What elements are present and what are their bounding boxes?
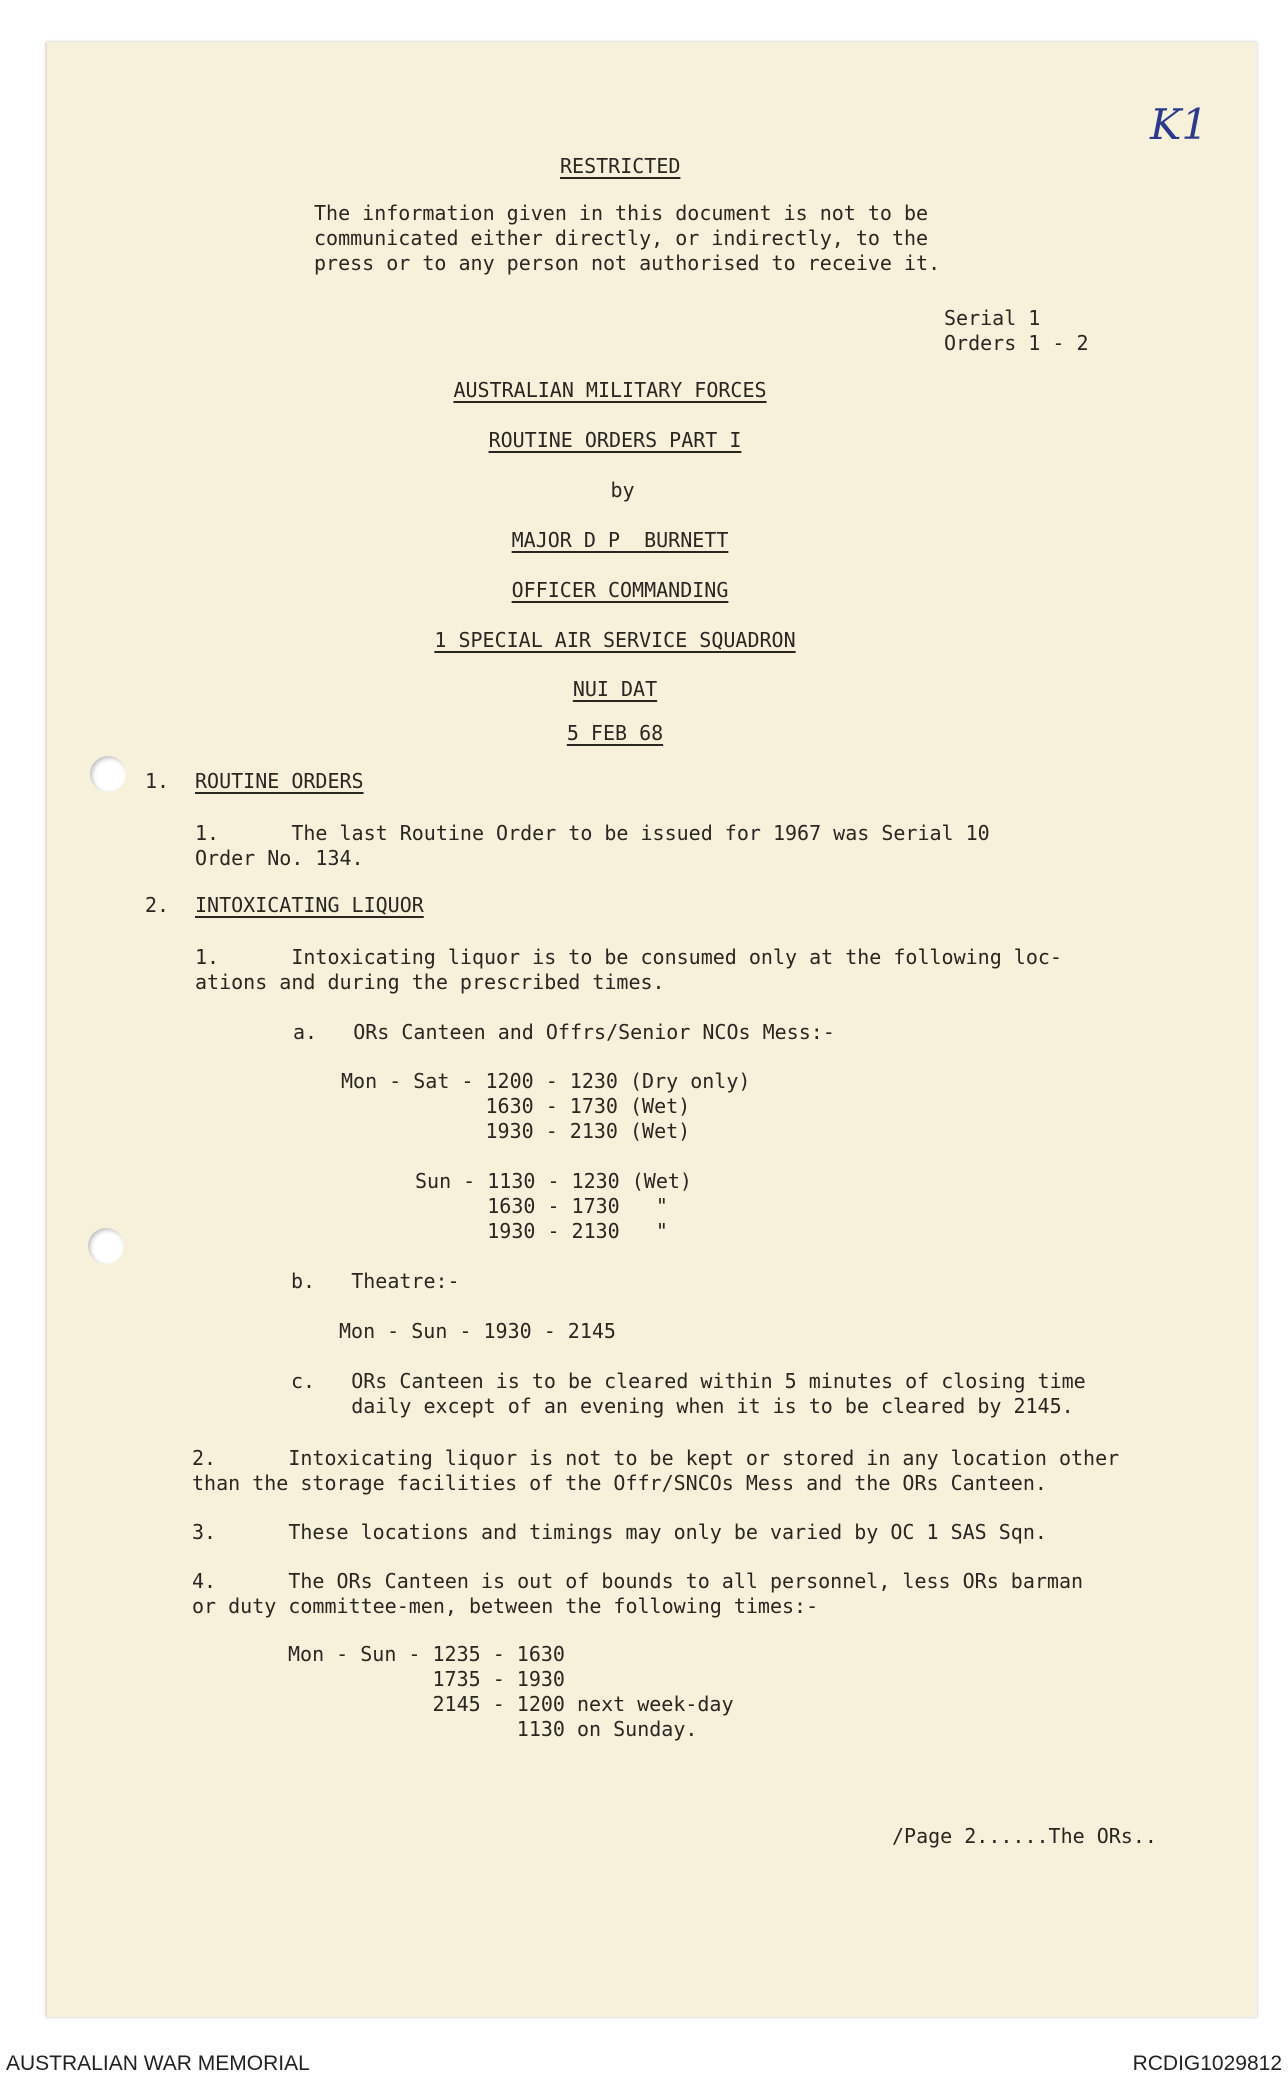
- section-2-para-4-line-2: or duty committee-men, between the following times:-: [192, 1594, 819, 1618]
- item-a-sunday-line-3: 1930 - 2130 ": [415, 1219, 668, 1243]
- classification-heading: RESTRICTED: [560, 154, 681, 178]
- section-2-para-4-line-1: 4. The ORs Canteen is out of bounds to all personnel, less ORs barman: [192, 1569, 1084, 1593]
- unit-heading: 1 SPECIAL AIR SERVICE SQUADRON: [434, 628, 796, 652]
- section-2-para-3: 3. These locations and timings may only be varied by OC 1 SAS Sqn.: [192, 1520, 1047, 1544]
- section-2-para-1-line-2: ations and during the prescribed times.: [195, 970, 665, 994]
- item-b-times: Mon - Sun - 1930 - 2145: [339, 1319, 616, 1343]
- location-heading: NUI DAT: [572, 677, 658, 701]
- notice-line-3: press or to any person not authorised to receive it.: [314, 251, 941, 275]
- handwritten-annotation: K1: [1150, 100, 1209, 149]
- section-1-title: ROUTINE ORDERS: [195, 769, 364, 793]
- item-a-weekday-line-1: Mon - Sat - 1200 - 1230 (Dry only): [341, 1069, 751, 1093]
- footer-id: RCDIG1029812: [1132, 2052, 1282, 2075]
- section-1-number: 1.: [145, 769, 170, 793]
- para-4-times-line-3: 2145 - 1200 next week-day: [288, 1692, 734, 1716]
- by-line: by: [610, 478, 635, 502]
- item-c-line-1: c. ORs Canteen is to be cleared within 5 minutes of closing time: [291, 1369, 1086, 1393]
- item-b-label: b. Theatre:-: [291, 1269, 460, 1293]
- section-2-para-2-line-2: than the storage facilities of the Offr/SNCOs Mess and the ORs Canteen.: [192, 1471, 1047, 1495]
- section-2-para-2-line-1: 2. Intoxicating liquor is not to be kept or stored in any location other: [192, 1446, 1120, 1470]
- footer-source: AUSTRALIAN WAR MEMORIAL: [6, 2052, 310, 2075]
- forces-heading: AUSTRALIAN MILITARY FORCES: [453, 378, 767, 402]
- notice-line-1: The information given in this document is not to be: [314, 201, 929, 225]
- notice-line-2: communicated either directly, or indirectly, to the: [314, 226, 929, 250]
- para-4-times-line-2: 1735 - 1930: [288, 1667, 565, 1691]
- item-a-sunday-line-2: 1630 - 1730 ": [415, 1194, 668, 1218]
- item-a-label: a. ORs Canteen and Offrs/Senior NCOs Mess:-: [293, 1020, 835, 1044]
- section-2-title: INTOXICATING LIQUOR: [195, 893, 424, 917]
- officer-name: MAJOR D P BURNETT: [511, 528, 729, 552]
- item-c-line-2: daily except of an evening when it is to be cleared by 2145.: [291, 1394, 1074, 1418]
- date-heading: 5 FEB 68: [566, 721, 664, 745]
- para-4-times-line-1: Mon - Sun - 1235 - 1630: [288, 1642, 565, 1666]
- item-a-weekday-line-3: 1930 - 2130 (Wet): [341, 1119, 691, 1143]
- serial-line: Serial 1: [944, 306, 1041, 330]
- orders-heading: ROUTINE ORDERS PART I: [488, 428, 742, 452]
- para-4-times-line-4: 1130 on Sunday.: [288, 1717, 698, 1741]
- section-1-para-line-1: 1. The last Routine Order to be issued for 1967 was Serial 10: [195, 821, 990, 845]
- section-2-number: 2.: [145, 893, 170, 917]
- orders-line: Orders 1 - 2: [944, 331, 1089, 355]
- continuation-note: /Page 2......The ORs..: [892, 1824, 1157, 1848]
- section-2-para-1-line-1: 1. Intoxicating liquor is to be consumed only at the following loc-: [195, 945, 1062, 969]
- section-1-para-line-2: Order No. 134.: [195, 846, 364, 870]
- item-a-sunday-line-1: Sun - 1130 - 1230 (Wet): [415, 1169, 692, 1193]
- officer-role: OFFICER COMMANDING: [511, 578, 729, 602]
- item-a-weekday-line-2: 1630 - 1730 (Wet): [341, 1094, 691, 1118]
